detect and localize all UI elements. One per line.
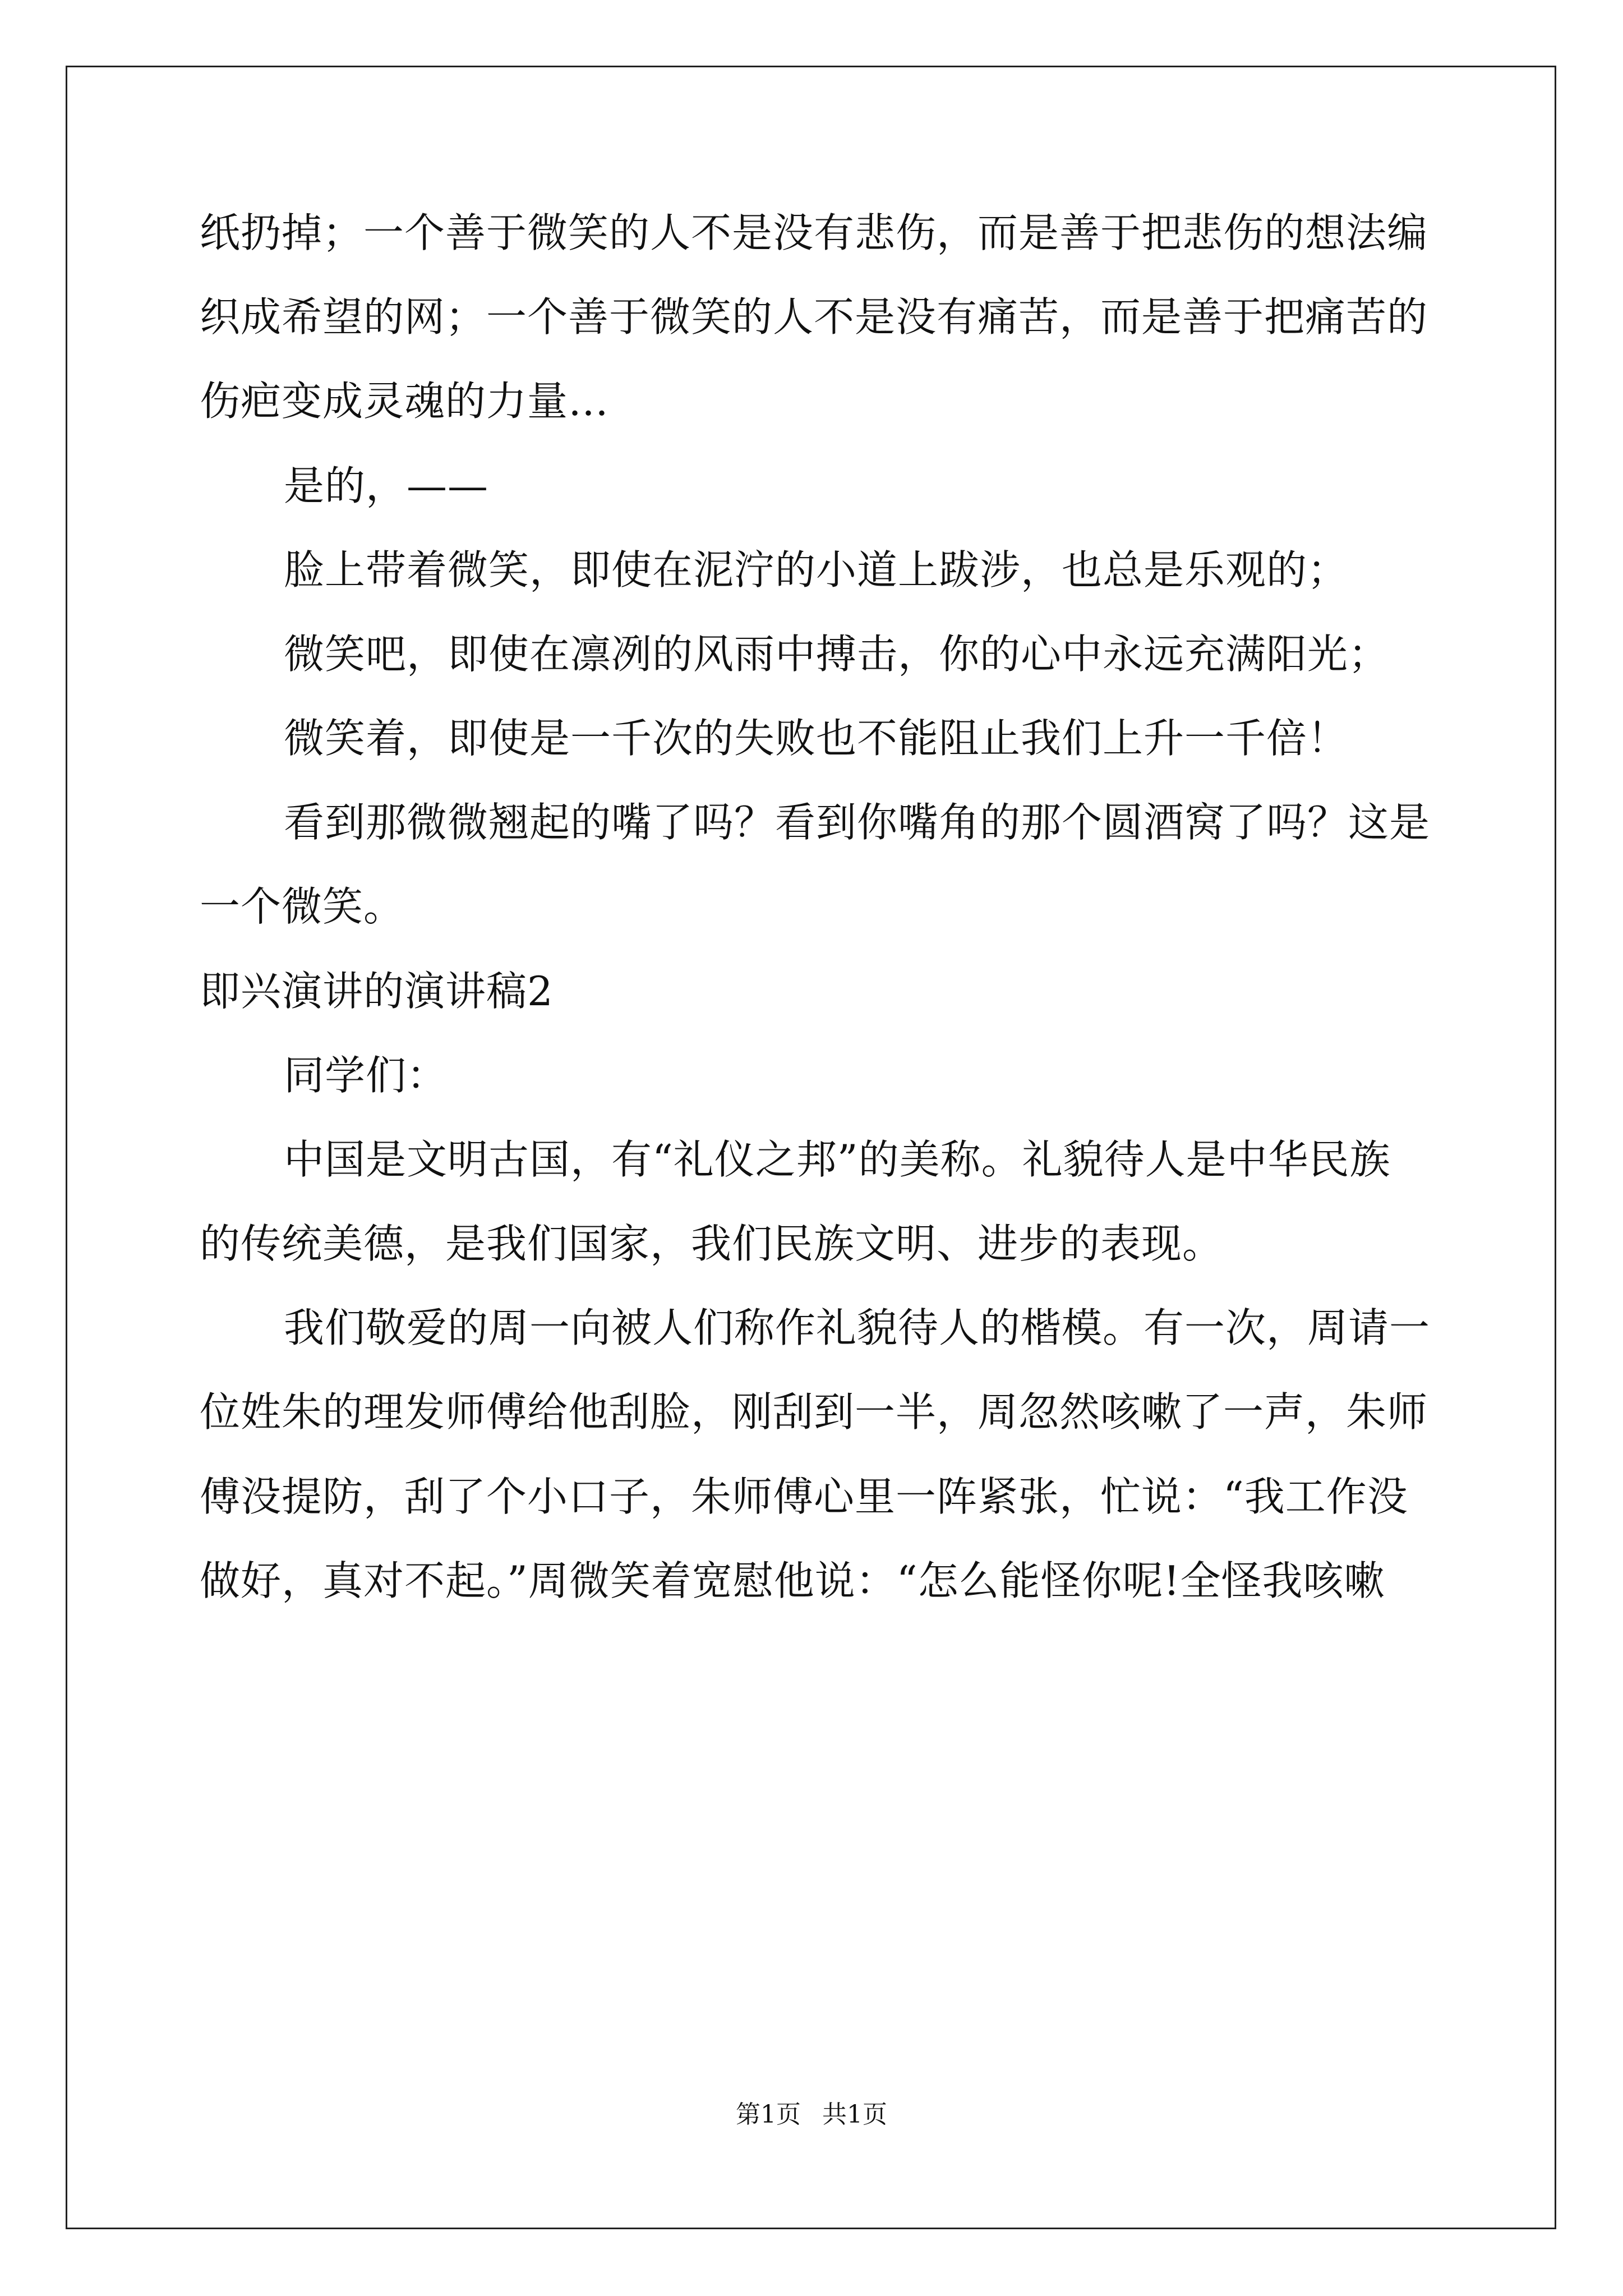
page-count: 共1页 — [822, 2100, 887, 2129]
text-line-6: 微笑吧，即使在凛冽的风雨中搏击，你的心中永远充满阳光； — [284, 631, 1390, 678]
text-line-5: 脸上带着微笑，即使在泥泞的小道上跋涉，也总是乐观的； — [284, 546, 1349, 593]
text-line-8: 看到那微微翘起的嘴了吗？看到你嘴角的那个圆酒窝了吗？这是 — [284, 799, 1431, 846]
text-line-12: 中国是文明古国，有“礼仪之邦”的美称。礼貌待人是中华民族 — [284, 1136, 1391, 1183]
page-number: 第1页 — [736, 2100, 801, 2129]
text-line-1: 纸扔掉；一个善于微笑的人不是没有悲伤，而是善于把悲伤的想法编 — [200, 209, 1428, 256]
section-heading: 即兴演讲的演讲稿2 — [200, 968, 554, 1015]
text-line-4: 是的，—— — [284, 462, 489, 509]
text-line-2: 织成希望的网；一个善于微笑的人不是没有痛苦，而是善于把痛苦的 — [200, 293, 1428, 341]
text-line-14: 我们敬爱的周一向被人们称作礼貌待人的楷模。有一次，周请一 — [284, 1304, 1431, 1351]
text-line-11: 同学们： — [284, 1052, 448, 1099]
text-line-3: 伤疤变成灵魂的力量… — [200, 378, 610, 425]
text-line-13: 的传统美德，是我们国家，我们民族文明、进步的表现。 — [200, 1220, 1224, 1267]
page-footer — [0, 2099, 1623, 2131]
text-line-7: 微笑着，即使是一千次的失败也不能阻止我们上升一千倍！ — [284, 715, 1349, 762]
text-line-9: 一个微笑。 — [200, 883, 405, 930]
text-line-16: 傅没提防，刮了个小口子，朱师傅心里一阵紧张，忙说：“我工作没 — [200, 1473, 1408, 1520]
text-line-17: 做好，真对不起。”周微笑着宽慰他说：“怎么能怪你呢!全怪我咳嗽 — [200, 1557, 1385, 1604]
text-line-15: 位姓朱的理发师傅给他刮脸，刚刮到一半，周忽然咳嗽了一声，朱师 — [200, 1388, 1428, 1435]
